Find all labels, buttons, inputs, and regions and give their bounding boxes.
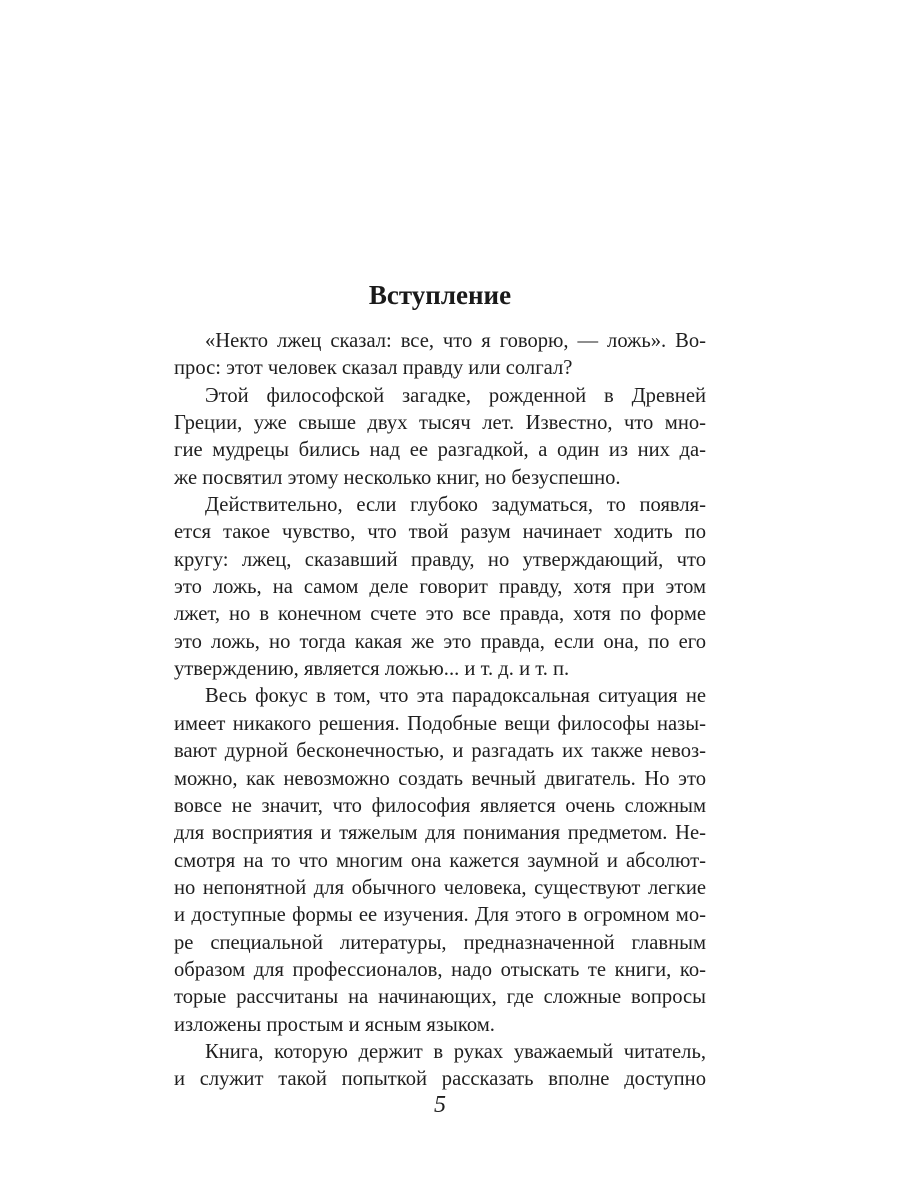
text-line: прос: этот человек сказал правду или солгал? bbox=[174, 357, 573, 380]
text-line: это ложь, но тогда какая же это правда, если она, по его bbox=[174, 630, 706, 653]
text-line: Греции, уже свыше двух тысяч лет. Известно, что мно- bbox=[174, 412, 706, 435]
text-line: можно, как невозможно создать вечный двигатель. Но это bbox=[174, 767, 706, 790]
text-line: Этой философской загадке, рожденной в Древней bbox=[205, 384, 706, 407]
text-line: лжет, но в конечном счете это все правда, хотя по форме bbox=[174, 603, 706, 626]
page-number: 5 bbox=[434, 1092, 446, 1118]
text-line: ре специальной литературы, предназначенной главным bbox=[174, 931, 706, 954]
paragraph bbox=[174, 683, 706, 1038]
paragraph bbox=[174, 492, 706, 683]
text-line: но непонятной для обычного человека, существуют легкие bbox=[174, 876, 706, 899]
text-line: торые рассчитаны на начинающих, где сложные вопросы bbox=[174, 986, 706, 1009]
text-line: утверждению, является ложью... и т. д. и т. п. bbox=[174, 658, 570, 681]
text-line: гие мудрецы бились над ее разгадкой, а один из них да- bbox=[174, 439, 706, 462]
text-line: вают дурной бесконечностью, и разгадать их также невоз- bbox=[174, 740, 706, 763]
text-line: образом для профессионалов, надо отыскать те книги, ко- bbox=[174, 958, 706, 981]
body-text bbox=[174, 328, 706, 1094]
text-line: изложены простым и ясным языком. bbox=[174, 1013, 495, 1036]
text-line: для восприятия и тяжелым для понимания предметом. Не- bbox=[174, 822, 706, 845]
text-line: смотря на то что многим она кажется заумной и абсолют- bbox=[174, 849, 706, 872]
text-line: «Некто лжец сказал: все, что я говорю, — ложь». Во- bbox=[205, 330, 706, 352]
text-line: и служит такой попыткой рассказать вполне доступно bbox=[174, 1068, 706, 1091]
text-line: это ложь, на самом деле говорит правду, хотя при этом bbox=[174, 576, 706, 599]
paragraph bbox=[174, 1039, 706, 1094]
text-line: же посвятил этому несколько книг, но безуспешно. bbox=[174, 466, 621, 489]
text-line: и доступные формы ее изучения. Для этого в огромном мо- bbox=[174, 904, 706, 927]
text-line: Книга, которую держит в руках уважаемый читатель, bbox=[205, 1040, 706, 1063]
text-line: вовсе не значит, что философия является очень сложным bbox=[174, 794, 706, 817]
paragraph bbox=[174, 383, 706, 492]
text-line: Весь фокус в том, что эта парадоксальная ситуация не bbox=[205, 685, 706, 708]
text-line: имеет никакого решения. Подобные вещи философы назы- bbox=[174, 712, 706, 735]
text-line: кругу: лжец, сказавший правду, но утверждающий, что bbox=[174, 548, 706, 571]
text-line: ется такое чувство, что твой разум начинает ходить по bbox=[174, 521, 706, 544]
chapter-title: Вступление bbox=[368, 280, 512, 311]
text-line: Действительно, если глубоко задуматься, то появля- bbox=[205, 494, 706, 517]
paragraph bbox=[174, 328, 706, 383]
